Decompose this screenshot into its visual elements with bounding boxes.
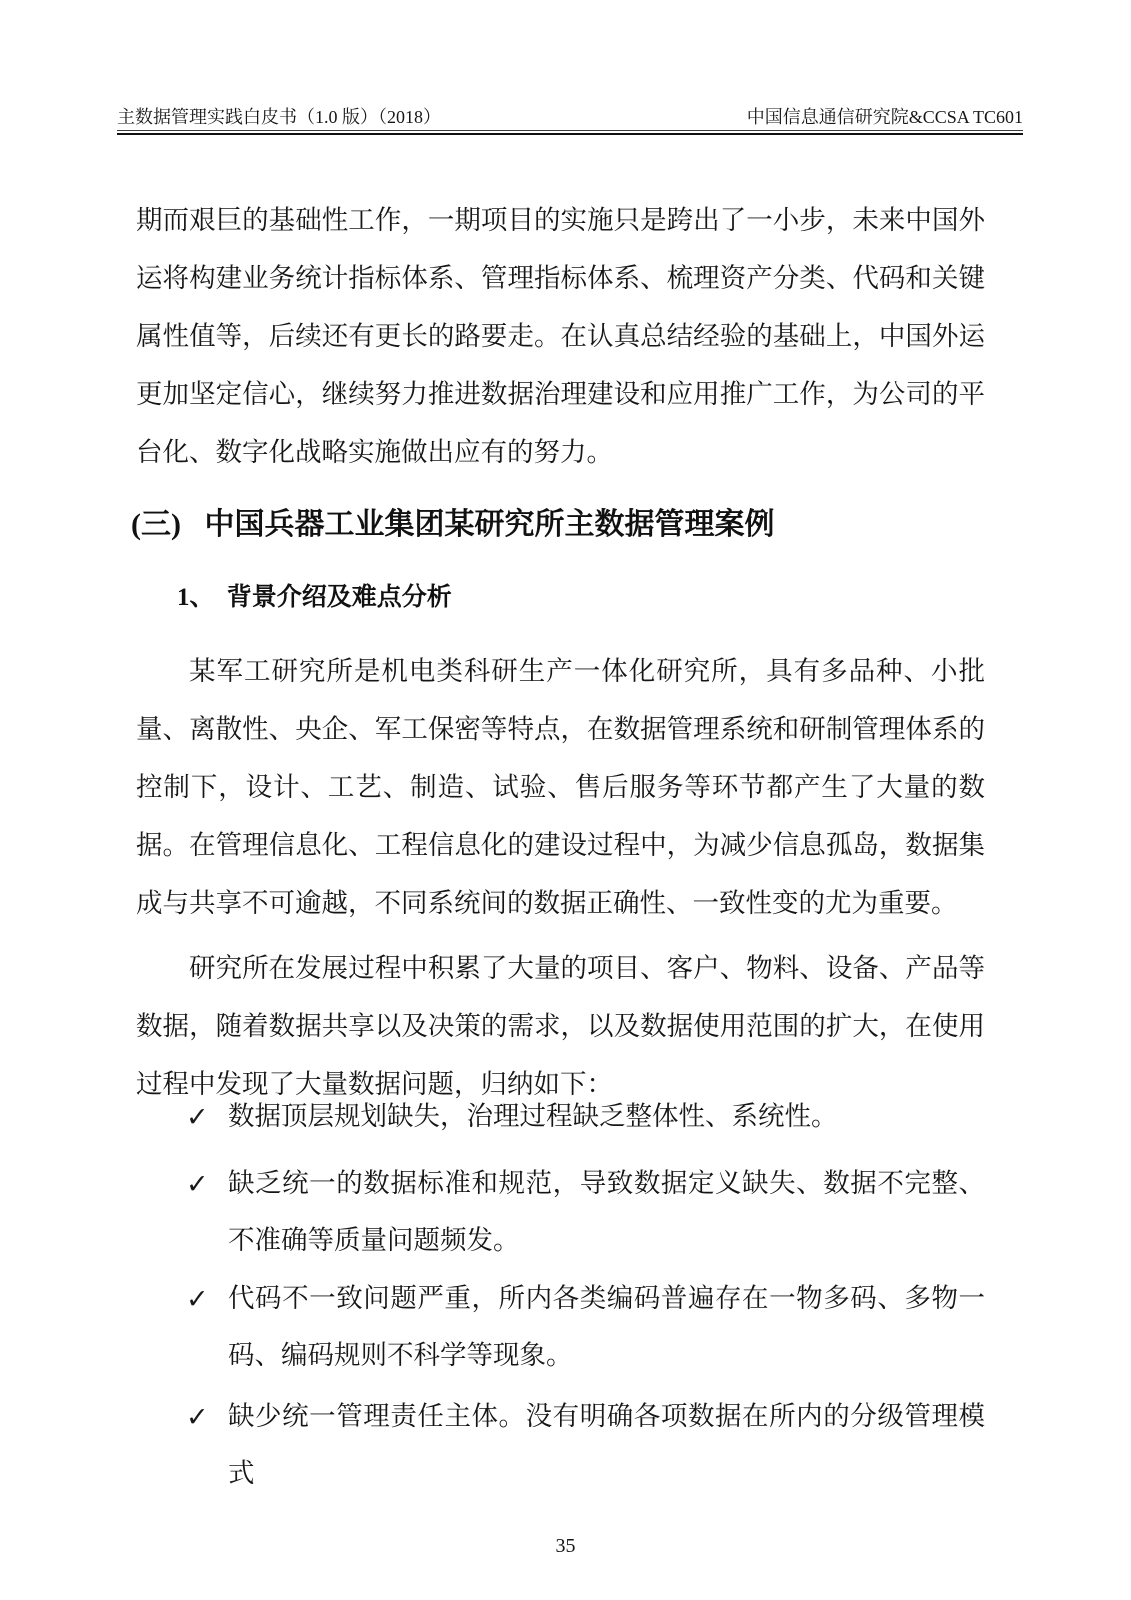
header-left-title: 主数据管理实践白皮书（1.0 版）（2018） xyxy=(117,107,441,127)
bullet-item xyxy=(186,1270,985,1384)
page-header xyxy=(117,106,1023,128)
section-title: 中国兵器工业集团某研究所主数据管理案例 xyxy=(204,507,775,541)
bullet-item xyxy=(186,1388,985,1502)
subsection-heading xyxy=(177,583,452,613)
checkmark-icon: ✓ xyxy=(186,1102,209,1132)
paragraph-problems-intro: 研究所在发展过程中积累了大量的项目、客户、物料、设备、产品等数据，随着数据共享以及决策的需求，以及数据使用范围的扩大，在使用过程中发现了大量数据问题，归纳如下： xyxy=(136,952,985,1099)
subsection-number: 1、 xyxy=(177,584,215,611)
header-rule-divider xyxy=(117,130,1023,135)
header-right-title: 中国信息通信研究院&CCSA TC601 xyxy=(746,107,1023,127)
bullet-text: 数据顶层规划缺失，治理过程缺乏整体性、系统性。 xyxy=(228,1101,838,1131)
section-heading xyxy=(131,507,774,543)
subsection-title: 背景介绍及难点分析 xyxy=(226,584,452,611)
checkmark-icon: ✓ xyxy=(186,1402,209,1432)
section-number: (三) xyxy=(131,507,181,541)
page-number: 35 xyxy=(555,1535,576,1557)
paragraph-continued: 期而艰巨的基础性工作，一期项目的实施只是跨出了一小步，未来中国外运将构建业务统计指标体系、管理指标体系、梳理资产分类、代码和关键属性值等，后续还有更长的路要走。在认真总结经验的基础上，中国外运更加坚定信心，继续努力推进数据治理建设和应用推广工作，为公司的平台化、数字化战略实施做出应有的努力。 xyxy=(136,204,985,467)
bullet-text: 缺少统一管理责任主体。没有明确各项数据在所内的分级管理模式 xyxy=(228,1401,985,1488)
checkmark-icon: ✓ xyxy=(186,1169,209,1199)
bullet-item xyxy=(186,1088,985,1145)
bullet-text: 代码不一致问题严重，所内各类编码普遍存在一物多码、多物一码、编码规则不科学等现象。 xyxy=(228,1283,985,1370)
bullet-item xyxy=(186,1155,985,1269)
bullet-text: 缺乏统一的数据标准和规范，导致数据定义缺失、数据不完整、不准确等质量问题频发。 xyxy=(228,1168,985,1255)
paragraph-background: 某军工研究所是机电类科研生产一体化研究所，具有多品种、小批量、离散性、央企、军工保密等特点，在数据管理系统和研制管理体系的控制下，设计、工艺、制造、试验、售后服务等环节都产生了大量的数据。在管理信息化、工程信息化的建设过程中，为减少信息孤岛，数据集成与共享不可逾越，不同系统间的数据正确性、一致性变的尤为重要。 xyxy=(136,655,985,918)
checkmark-icon: ✓ xyxy=(186,1284,209,1314)
